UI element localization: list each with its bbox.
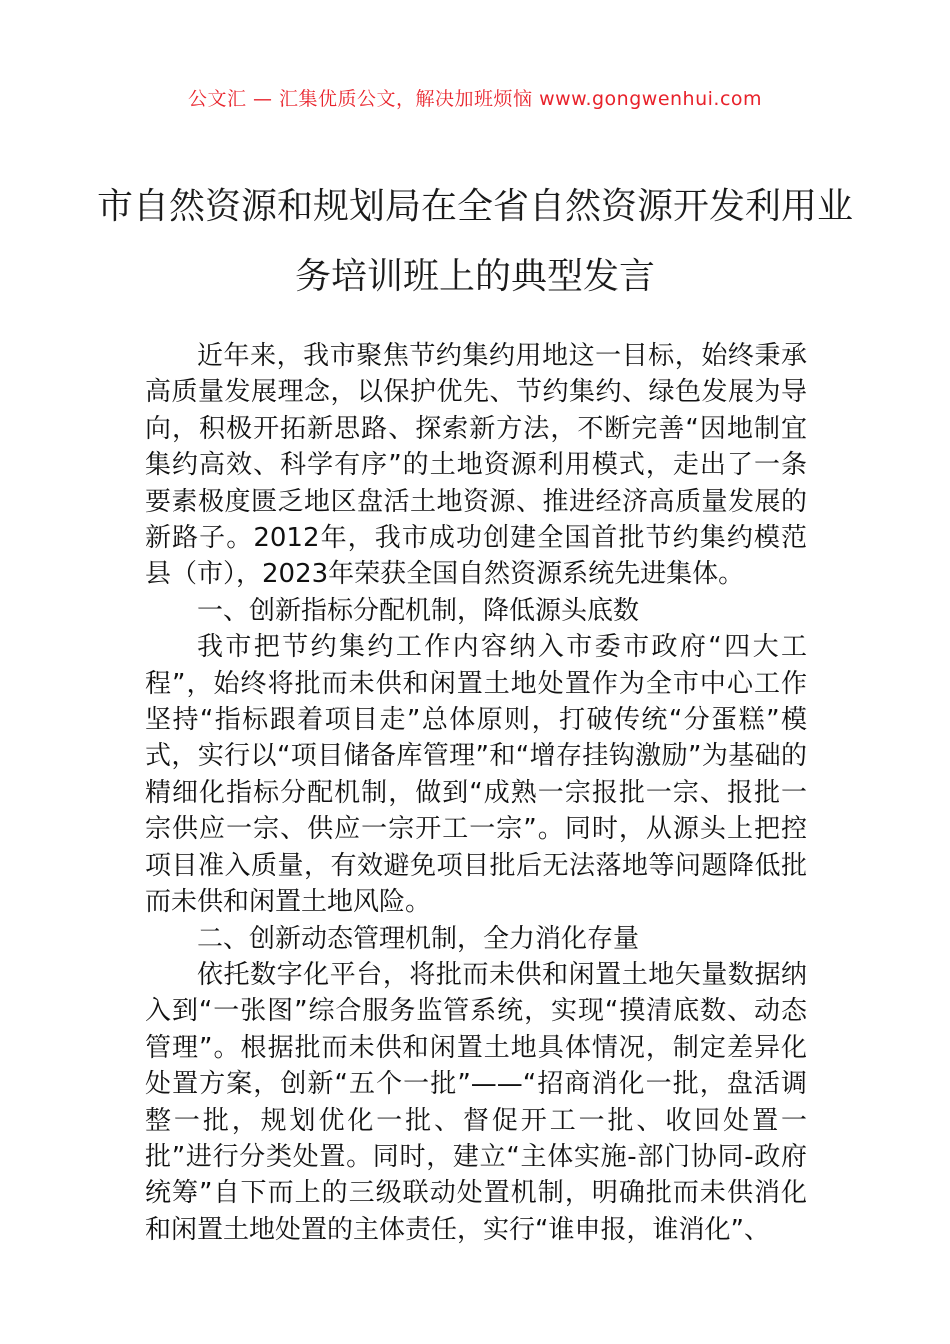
paragraph-section-1: 我市把节约集约工作内容纳入市委市政府“四大工程”，始终将批而未供和闲置土地处置作为全市中心工作坚持“指标跟着项目走”总体原则，打破传统“分蛋糕”模式，实行以“项目储备库管理”和“增存挂钩激励”为基础的精细化指标分配机制，做到“成熟一宗报批一宗、报批一宗供应一宗、供应一宗开工一宗”。同时，从源头上把控项目准入质量，有效避免项目批后无法落地等问题降低批而未供和闲置土地风险。 [145,632,807,918]
header-banner: 公文汇 — 汇集优质公文，解决加班烦恼 www.gongwenhui.com [187,88,763,110]
document-body [145,338,807,1248]
section-heading-1: 一、创新指标分配机制，降低源头底数 [197,595,640,626]
document-title: 市自然资源和规划局在全省自然资源开发利用业务培训班上的典型发言 [96,186,853,297]
paragraph-section-2: 依托数字化平台，将批而未供和闲置土地矢量数据纳入到“一张图”综合服务监管系统，实现“摸清底数、动态管理”。根据批而未供和闲置土地具体情况，制定差异化处置方案，创新“五个一批”——“招商消化一批，盘活调整一批，规划优化一批、督促开工一批、收回处置一批”进行分类处置。同时，建立“主体实施-部门协同-政府统筹”自下而上的三级联动处置机制，明确批而未供消化和闲置土地处置的主体责任，实行“谁申报，谁消化”、 [145,959,807,1245]
section-heading-2: 二、创新动态管理机制，全力消化存量 [197,923,640,954]
paragraph-intro: 近年来，我市聚焦节约集约用地这一目标，始终秉承高质量发展理念，以保护优先、节约集约、绿色发展为导向，积极开拓新思路、探索新方法，不断完善“因地制宜集约高效、科学有序”的土地资源利用模式，走出了一条要素极度匮乏地区盘活土地资源、推进经济高质量发展的新路子。2012年，我市成功创建全国首批节约集约模范县（市），2023年荣获全国自然资源系统先进集体。 [145,341,807,590]
